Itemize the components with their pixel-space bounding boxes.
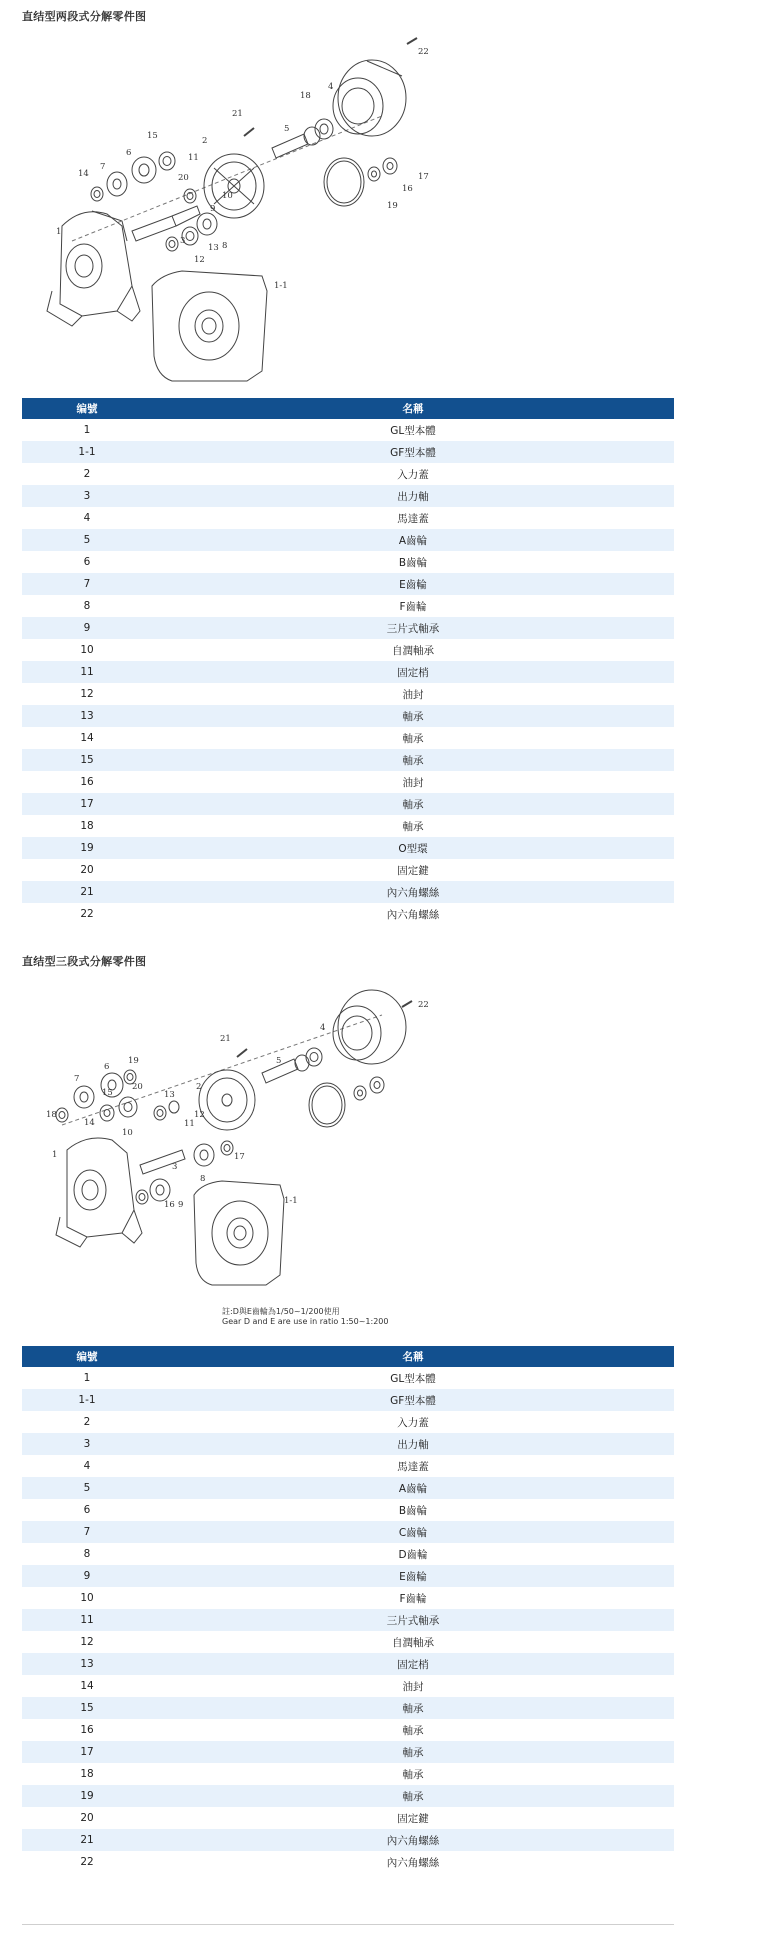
part-name: GF型本體 bbox=[152, 441, 674, 463]
part-name: 自潤軸承 bbox=[392, 644, 434, 657]
part-name: 出力軸 bbox=[152, 1433, 674, 1455]
callout-label: 22 bbox=[418, 1000, 429, 1010]
table-row bbox=[22, 1697, 674, 1719]
callout-label: 16 bbox=[402, 184, 413, 194]
callout-label: 14 bbox=[78, 169, 89, 179]
part-no: 1 bbox=[83, 424, 91, 436]
part-name: C齒輪 bbox=[152, 1521, 674, 1543]
table-row bbox=[22, 441, 674, 463]
column-header-name: 名稱 bbox=[152, 398, 674, 419]
part-name: F齒輪 bbox=[399, 600, 427, 613]
callout-label: 3 bbox=[172, 1162, 178, 1172]
part-no: 15 bbox=[22, 1697, 152, 1719]
table-row bbox=[22, 639, 674, 661]
part-no: 18 bbox=[80, 1768, 94, 1780]
callout-label: 1-1 bbox=[284, 1196, 298, 1206]
callout-label: 1 bbox=[52, 1150, 58, 1160]
callout-label: 8 bbox=[200, 1174, 206, 1184]
callout-label: 3 bbox=[180, 236, 186, 246]
table-row bbox=[22, 815, 674, 837]
callout-label: 18 bbox=[46, 1110, 57, 1120]
callout-label: 5 bbox=[284, 124, 290, 134]
callout-label: 11 bbox=[188, 153, 199, 163]
part-name: 入力蓋 bbox=[397, 468, 429, 481]
table-row bbox=[22, 1587, 674, 1609]
column-header-no: 编號 bbox=[22, 1346, 152, 1367]
part-name: F齒輪 bbox=[399, 1592, 427, 1605]
part-name: 內六角螺絲 bbox=[386, 908, 440, 921]
callout-label: 6 bbox=[104, 1062, 110, 1072]
part-no: 6 bbox=[83, 1504, 91, 1516]
part-no: 13 bbox=[22, 705, 152, 727]
table-row bbox=[22, 1851, 674, 1873]
part-no: 1-1 bbox=[22, 1389, 152, 1411]
callout-label: 21 bbox=[232, 109, 243, 119]
callout-label: 2 bbox=[196, 1082, 202, 1092]
table-row bbox=[22, 1785, 674, 1807]
parts-table bbox=[22, 398, 674, 925]
part-name: 固定梢 bbox=[152, 661, 674, 683]
part-no: 1 bbox=[83, 1372, 91, 1384]
part-no: 14 bbox=[80, 732, 94, 744]
part-name: GL型本體 bbox=[390, 1372, 436, 1385]
part-name: 軸承 bbox=[152, 1785, 674, 1807]
callout-label: 12 bbox=[194, 255, 205, 265]
part-name: 油封 bbox=[402, 776, 424, 789]
table-row bbox=[22, 1433, 674, 1455]
table-row bbox=[22, 573, 674, 595]
table-row bbox=[22, 1719, 674, 1741]
part-no: 5 bbox=[22, 529, 152, 551]
callout-label: 7 bbox=[74, 1074, 80, 1084]
table-row bbox=[22, 1653, 674, 1675]
part-no: 7 bbox=[22, 1521, 152, 1543]
callout-label: 9 bbox=[178, 1200, 184, 1210]
part-no: 4 bbox=[83, 1460, 91, 1472]
callout-label: 12 bbox=[194, 1110, 205, 1120]
part-no: 1-1 bbox=[22, 441, 152, 463]
table-row bbox=[22, 507, 674, 529]
table-row bbox=[22, 771, 674, 793]
table-row bbox=[22, 1521, 674, 1543]
part-name: 固定鍵 bbox=[397, 1812, 429, 1825]
part-name: 馬達蓋 bbox=[397, 1460, 429, 1473]
table-row bbox=[22, 1411, 674, 1433]
part-name: 三片式軸承 bbox=[152, 617, 674, 639]
table-row bbox=[22, 1763, 674, 1785]
callout-label: 6 bbox=[126, 148, 132, 158]
callout-label: 4 bbox=[328, 82, 334, 92]
table-row bbox=[22, 1675, 674, 1697]
part-name: E齒輪 bbox=[152, 1565, 674, 1587]
callout-label: 19 bbox=[387, 201, 398, 211]
callout-label: 4 bbox=[320, 1023, 326, 1033]
callout-label: 19 bbox=[128, 1056, 139, 1066]
part-no: 17 bbox=[22, 793, 152, 815]
note-line-cn: 註:D與E齒輪為1/50~1/200使用 bbox=[222, 1307, 340, 1316]
table-row bbox=[22, 1477, 674, 1499]
table-row bbox=[22, 727, 674, 749]
part-no: 8 bbox=[83, 600, 91, 612]
callout-label: 16 bbox=[164, 1200, 175, 1210]
part-name: 軸承 bbox=[402, 820, 424, 833]
part-no: 11 bbox=[22, 661, 152, 683]
note-line-en: Gear D and E are use in ratio 1:50~1:200 bbox=[222, 1317, 389, 1326]
part-name: GL型本體 bbox=[390, 424, 436, 437]
part-no: 14 bbox=[80, 1680, 94, 1692]
part-name: 軸承 bbox=[152, 793, 674, 815]
callout-label: 7 bbox=[100, 162, 106, 172]
gear-note bbox=[222, 1307, 388, 1327]
part-no: 20 bbox=[80, 864, 94, 876]
callout-label: 1-1 bbox=[274, 281, 288, 291]
table-row bbox=[22, 419, 674, 441]
part-name: 入力蓋 bbox=[397, 1416, 429, 1429]
part-no: 12 bbox=[80, 1636, 94, 1648]
table-row bbox=[22, 1367, 674, 1389]
section-title: 直结型两段式分解零件图 bbox=[22, 10, 147, 23]
table-row bbox=[22, 683, 674, 705]
table-row bbox=[22, 903, 674, 925]
part-no: 17 bbox=[22, 1741, 152, 1763]
callout-label: 20 bbox=[178, 173, 189, 183]
part-name: E齒輪 bbox=[152, 573, 674, 595]
table-row bbox=[22, 749, 674, 771]
part-name: 油封 bbox=[402, 688, 424, 701]
table-row bbox=[22, 1455, 674, 1477]
part-no: 9 bbox=[22, 617, 152, 639]
part-name: 軸承 bbox=[152, 705, 674, 727]
part-name: A齒輪 bbox=[152, 529, 674, 551]
table-row bbox=[22, 1499, 674, 1521]
part-no: 15 bbox=[22, 749, 152, 771]
callout-label: 11 bbox=[184, 1119, 195, 1129]
part-no: 9 bbox=[22, 1565, 152, 1587]
callout-label: 9 bbox=[210, 204, 216, 214]
part-name: 軸承 bbox=[152, 749, 674, 771]
column-header-no: 编號 bbox=[22, 398, 152, 419]
table-row bbox=[22, 1565, 674, 1587]
parts-table bbox=[22, 1346, 674, 1873]
part-name: 內六角螺絲 bbox=[386, 1856, 440, 1869]
part-no: 5 bbox=[22, 1477, 152, 1499]
part-name: 出力軸 bbox=[152, 485, 674, 507]
part-no: 20 bbox=[80, 1812, 94, 1824]
table-row bbox=[22, 1609, 674, 1631]
table-row bbox=[22, 881, 674, 903]
table-row bbox=[22, 551, 674, 573]
column-header-name: 名稱 bbox=[152, 1346, 674, 1367]
part-no: 10 bbox=[80, 1592, 94, 1604]
part-no: 13 bbox=[22, 1653, 152, 1675]
part-no: 16 bbox=[80, 1724, 94, 1736]
callout-label: 13 bbox=[164, 1090, 175, 1100]
part-name: 軸承 bbox=[152, 1741, 674, 1763]
callout-label: 5 bbox=[276, 1056, 282, 1066]
part-name: 油封 bbox=[402, 1680, 424, 1693]
callout-label: 1 bbox=[56, 227, 62, 237]
part-no: 21 bbox=[22, 1829, 152, 1851]
section-title: 直结型三段式分解零件图 bbox=[22, 955, 147, 968]
callout-label: 17 bbox=[418, 172, 429, 182]
callout-label: 17 bbox=[234, 1152, 245, 1162]
table-row bbox=[22, 793, 674, 815]
callout-label: 10 bbox=[222, 191, 233, 201]
callout-label: 21 bbox=[220, 1034, 231, 1044]
part-no: 22 bbox=[80, 908, 94, 920]
part-name: D齒輪 bbox=[398, 1548, 428, 1561]
part-no: 2 bbox=[83, 468, 91, 480]
part-no: 8 bbox=[83, 1548, 91, 1560]
part-no: 7 bbox=[22, 573, 152, 595]
table-row bbox=[22, 859, 674, 881]
part-name: 馬達蓋 bbox=[397, 512, 429, 525]
part-name: 內六角螺絲 bbox=[152, 1829, 674, 1851]
table-row bbox=[22, 1631, 674, 1653]
table-row bbox=[22, 485, 674, 507]
callout-label: 14 bbox=[84, 1118, 95, 1128]
callout-label: 10 bbox=[122, 1128, 133, 1138]
exploded-diagram-three-stage bbox=[22, 985, 442, 1315]
part-name: 內六角螺絲 bbox=[152, 881, 674, 903]
callout-label: 18 bbox=[300, 91, 311, 101]
table-row bbox=[22, 1807, 674, 1829]
part-no: 12 bbox=[80, 688, 94, 700]
part-no: 19 bbox=[22, 1785, 152, 1807]
part-name: GF型本體 bbox=[152, 1389, 674, 1411]
table-row bbox=[22, 595, 674, 617]
part-name: B齒輪 bbox=[398, 556, 428, 569]
table-row bbox=[22, 1741, 674, 1763]
part-name: A齒輪 bbox=[152, 1477, 674, 1499]
table-row bbox=[22, 705, 674, 727]
part-name: 軸承 bbox=[402, 1768, 424, 1781]
callout-label: 2 bbox=[202, 136, 208, 146]
part-no: 10 bbox=[80, 644, 94, 656]
callout-label: 20 bbox=[132, 1082, 143, 1092]
table-row bbox=[22, 463, 674, 485]
part-no: 16 bbox=[80, 776, 94, 788]
part-name: 自潤軸承 bbox=[392, 1636, 434, 1649]
part-no: 2 bbox=[83, 1416, 91, 1428]
callout-label: 22 bbox=[418, 47, 429, 57]
part-name: 軸承 bbox=[402, 1724, 424, 1737]
exploded-diagram-two-stage bbox=[22, 36, 442, 396]
part-name: B齒輪 bbox=[398, 1504, 428, 1517]
part-no: 22 bbox=[80, 1856, 94, 1868]
part-no: 19 bbox=[22, 837, 152, 859]
part-no: 21 bbox=[22, 881, 152, 903]
part-name: 三片式軸承 bbox=[152, 1609, 674, 1631]
table-row bbox=[22, 1829, 674, 1851]
callout-label: 15 bbox=[147, 131, 158, 141]
table-row bbox=[22, 837, 674, 859]
part-no: 6 bbox=[83, 556, 91, 568]
table-row bbox=[22, 661, 674, 683]
part-name: 軸承 bbox=[152, 1697, 674, 1719]
part-no: 4 bbox=[83, 512, 91, 524]
callout-label: 15 bbox=[102, 1088, 113, 1098]
table-row bbox=[22, 1543, 674, 1565]
part-no: 11 bbox=[22, 1609, 152, 1631]
table-row bbox=[22, 617, 674, 639]
part-name: 固定梢 bbox=[152, 1653, 674, 1675]
part-name: 軸承 bbox=[402, 732, 424, 745]
callout-label: 8 bbox=[222, 241, 228, 251]
divider bbox=[22, 1924, 674, 1925]
part-no: 18 bbox=[80, 820, 94, 832]
callout-label: 13 bbox=[208, 243, 219, 253]
table-row bbox=[22, 1389, 674, 1411]
part-name: O型環 bbox=[152, 837, 674, 859]
part-no: 3 bbox=[22, 1433, 152, 1455]
table-row bbox=[22, 529, 674, 551]
part-name: 固定鍵 bbox=[397, 864, 429, 877]
part-no: 3 bbox=[22, 485, 152, 507]
